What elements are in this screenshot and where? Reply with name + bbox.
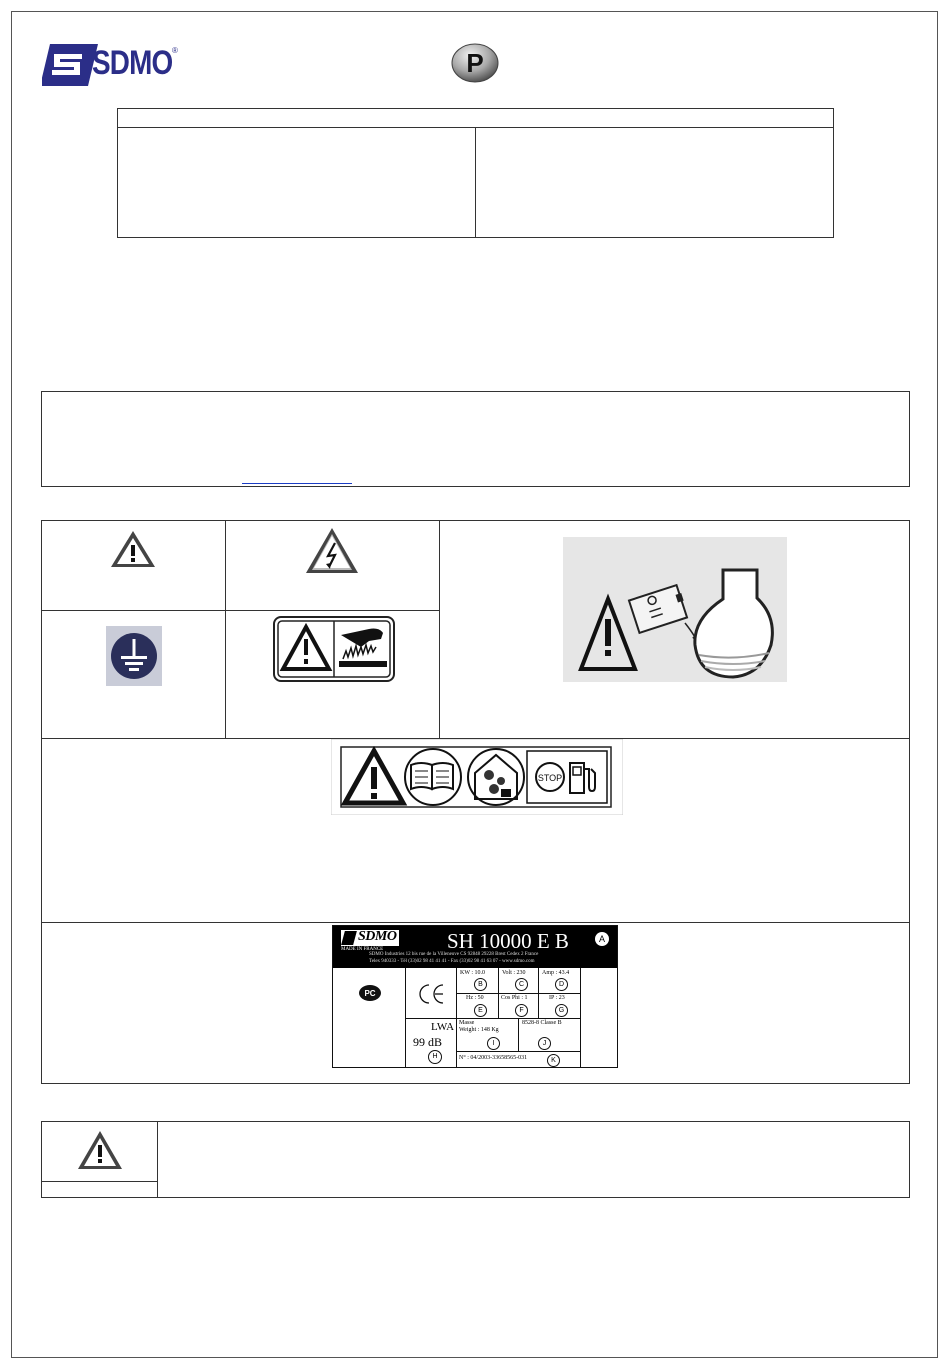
plate-model: SH 10000 E B [447, 929, 569, 953]
callout-b: B [474, 978, 487, 991]
hot-surface-warning-icon [273, 615, 395, 683]
exhaust-fumes-indoor-icon [468, 749, 524, 805]
oil-level-drawing-icon [563, 537, 787, 682]
read-manual-icon [405, 749, 461, 805]
logo-registered-mark: ® [172, 46, 178, 55]
callout-c: C [515, 978, 528, 991]
electric-hazard-icon [304, 526, 360, 576]
plate-classe: 8528-8 Classe B [522, 1020, 562, 1026]
plate-masse: Masse [459, 1020, 475, 1026]
info-box [41, 391, 910, 487]
plate-made-in: MADE IN FRANCE [341, 947, 384, 952]
callout-j: J [538, 1037, 551, 1050]
callout-h: H [428, 1050, 442, 1064]
header-table [117, 108, 834, 238]
grid-line [439, 521, 440, 738]
callout-k: K [547, 1054, 560, 1067]
callout-i: I [487, 1037, 500, 1050]
plate-hz: Hz : 50 [466, 995, 484, 1001]
warning-note-box [41, 1121, 910, 1198]
plate-brand: SDMO [358, 929, 397, 944]
badge-letter: P [466, 48, 484, 78]
plate-weight: Weight : 148 Kg [459, 1027, 499, 1033]
callout-e: E [474, 1004, 487, 1017]
p-badge-icon [450, 42, 500, 84]
stop-label: STOP [537, 773, 563, 783]
plate-amp: Amp : 43.4 [542, 970, 570, 976]
symbols-table [41, 520, 910, 1084]
grid-line [157, 1122, 158, 1197]
plate-volt: Volt : 230 [502, 970, 526, 976]
grid-line [42, 610, 439, 611]
rating-plate [332, 925, 618, 1068]
ce-mark-icon [416, 983, 446, 1005]
plate-address-1: SDMO Industries 12 bis rue de la Villeneuve CS 92848 29228 Brest Cedex 2 France [369, 952, 539, 957]
grid-line [42, 922, 909, 923]
plate-logo-mark [341, 931, 357, 945]
plate-lwa: LWA [431, 1021, 455, 1033]
logo-text: SDMO [92, 44, 173, 82]
plate-address-2: Telex 940333 - Tél (33)02 98 41 41 41 - Fax (33)02 98 41 63 07 - www.sdmo.com [369, 959, 535, 964]
plate-logo-box [341, 930, 399, 946]
ground-earth-icon [106, 626, 162, 686]
stop-before-refuel-icon [527, 751, 607, 803]
safety-pictogram-strip [331, 739, 623, 815]
warning-triangle-icon [76, 1129, 124, 1171]
warning-triangle-icon [109, 529, 157, 569]
hyperlink-underline[interactable] [242, 483, 352, 484]
plate-ip: IP : 23 [549, 995, 565, 1001]
header-table-divider [475, 127, 476, 237]
callout-f: F [515, 1004, 528, 1017]
header-table-title-row [118, 109, 833, 128]
plate-db: 99 dB [413, 1035, 443, 1049]
plate-kw: KW : 10.0 [460, 970, 486, 976]
callout-a: A [595, 932, 609, 946]
plate-cos-phi: Cos Phi : 1 [501, 995, 528, 1001]
rating-plate-header [333, 926, 617, 968]
callout-g: G [555, 1004, 568, 1017]
callout-d: D [555, 978, 568, 991]
gost-mark-icon [358, 984, 382, 1002]
plate-serial: N° : 04/2003-33658565-031 [459, 1055, 528, 1061]
grid-line [225, 521, 226, 738]
svg-text:PC: PC [364, 989, 376, 998]
grid-line [42, 1181, 157, 1182]
